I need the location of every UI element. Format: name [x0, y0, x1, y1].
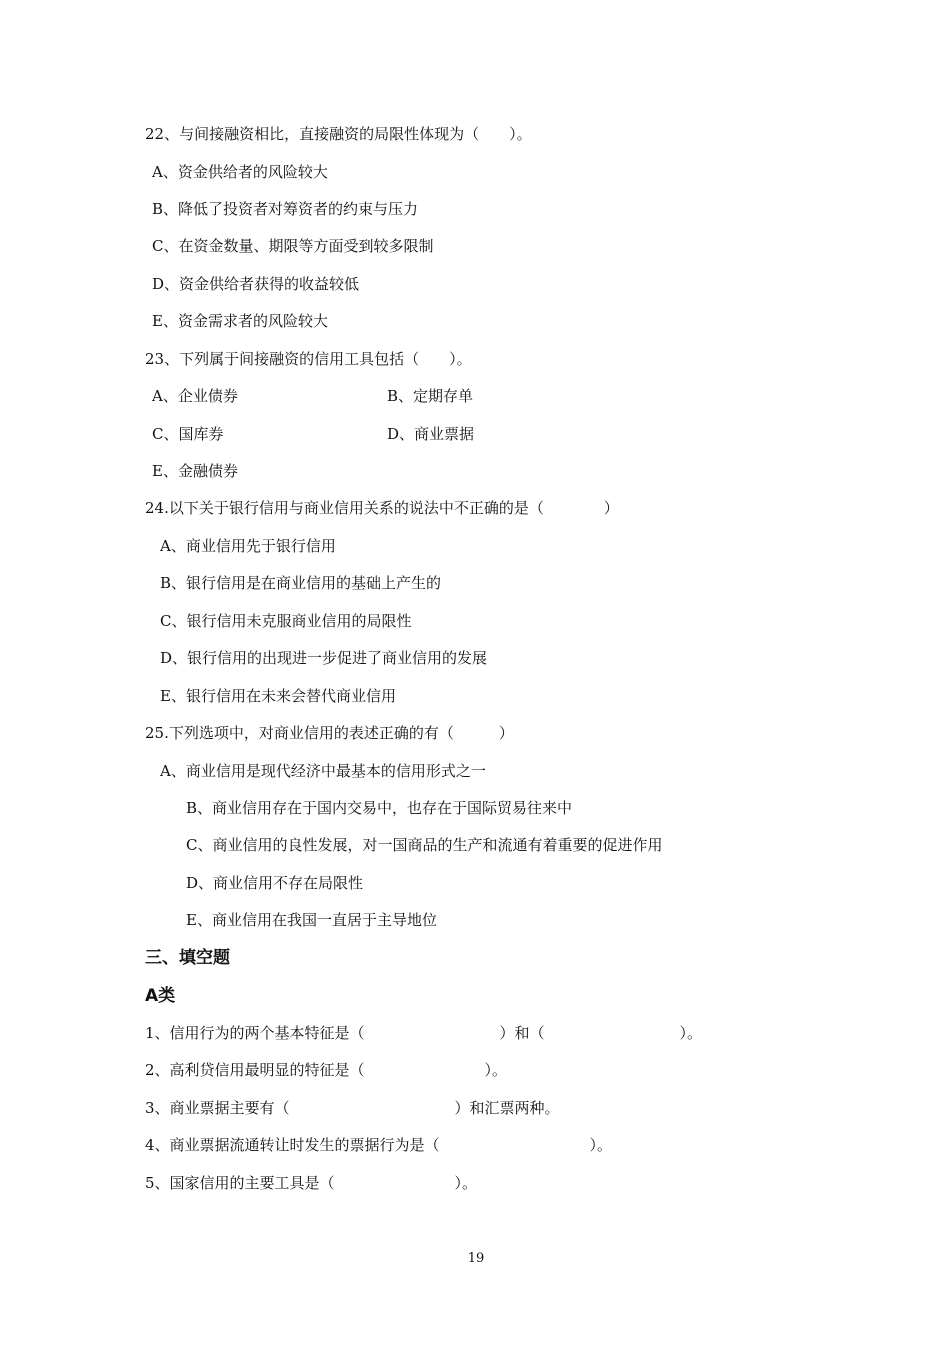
- question-22-option-a: A、资金供给者的风险较大: [152, 163, 328, 181]
- question-25-option-d: D、商业信用不存在局限性: [186, 874, 364, 892]
- fill-blank-4: 4、商业票据流通转让时发生的票据行为是（ ）。: [145, 1136, 613, 1154]
- question-25-option-b: B、商业信用存在于国内交易中，也存在于国际贸易往来中: [186, 799, 573, 817]
- question-23-option-d: D、商业票据: [387, 425, 475, 443]
- question-23-option-e: E、金融债券: [152, 462, 238, 480]
- question-22-option-c: C、在资金数量、期限等方面受到较多限制: [152, 237, 434, 255]
- section-category: A类: [145, 986, 176, 1006]
- question-25-option-e: E、商业信用在我国一直居于主导地位: [186, 911, 437, 929]
- section-heading: 三、填空题: [145, 948, 230, 968]
- question-23-option-b: B、定期存单: [387, 387, 474, 405]
- question-24-option-c: C、银行信用未克服商业信用的局限性: [160, 612, 412, 630]
- fill-blank-5: 5、国家信用的主要工具是（ ）。: [145, 1174, 478, 1192]
- fill-blank-1: 1、信用行为的两个基本特征是（ ）和（ ）。: [145, 1024, 703, 1042]
- question-23-stem: 23、下列属于间接融资的信用工具包括（ ）。: [145, 350, 472, 368]
- question-22-option-b: B、降低了投资者对筹资者的约束与压力: [152, 200, 419, 218]
- question-22-option-d: D、资金供给者获得的收益较低: [152, 275, 360, 293]
- question-24-stem: 24.以下关于银行信用与商业信用关系的说法中不正确的是（ ）: [145, 499, 619, 517]
- question-24-option-a: A、商业信用先于银行信用: [160, 537, 336, 555]
- question-25-stem: 25.下列选项中，对商业信用的表述正确的有（ ）: [145, 724, 514, 742]
- page-number: 19: [467, 1251, 485, 1266]
- question-25-option-a: A、商业信用是现代经济中最基本的信用形式之一: [160, 762, 486, 780]
- question-23-option-c: C、国库券: [152, 425, 224, 443]
- question-23-option-a: A、企业债券: [152, 387, 238, 405]
- question-25-option-c: C、商业信用的良性发展，对一国商品的生产和流通有着重要的促进作用: [186, 836, 663, 854]
- fill-blank-2: 2、高利贷信用最明显的特征是（ ）。: [145, 1061, 508, 1079]
- question-22-option-e: E、资金需求者的风险较大: [152, 312, 328, 330]
- question-24-option-e: E、银行信用在未来会替代商业信用: [160, 687, 396, 705]
- question-24-option-d: D、银行信用的出现进一步促进了商业信用的发展: [160, 649, 488, 667]
- fill-blank-3: 3、商业票据主要有（ ）和汇票两种。: [145, 1099, 560, 1117]
- question-24-option-b: B、银行信用是在商业信用的基础上产生的: [160, 574, 442, 592]
- question-22-stem: 22、与间接融资相比，直接融资的局限性体现为（ ）。: [145, 125, 532, 143]
